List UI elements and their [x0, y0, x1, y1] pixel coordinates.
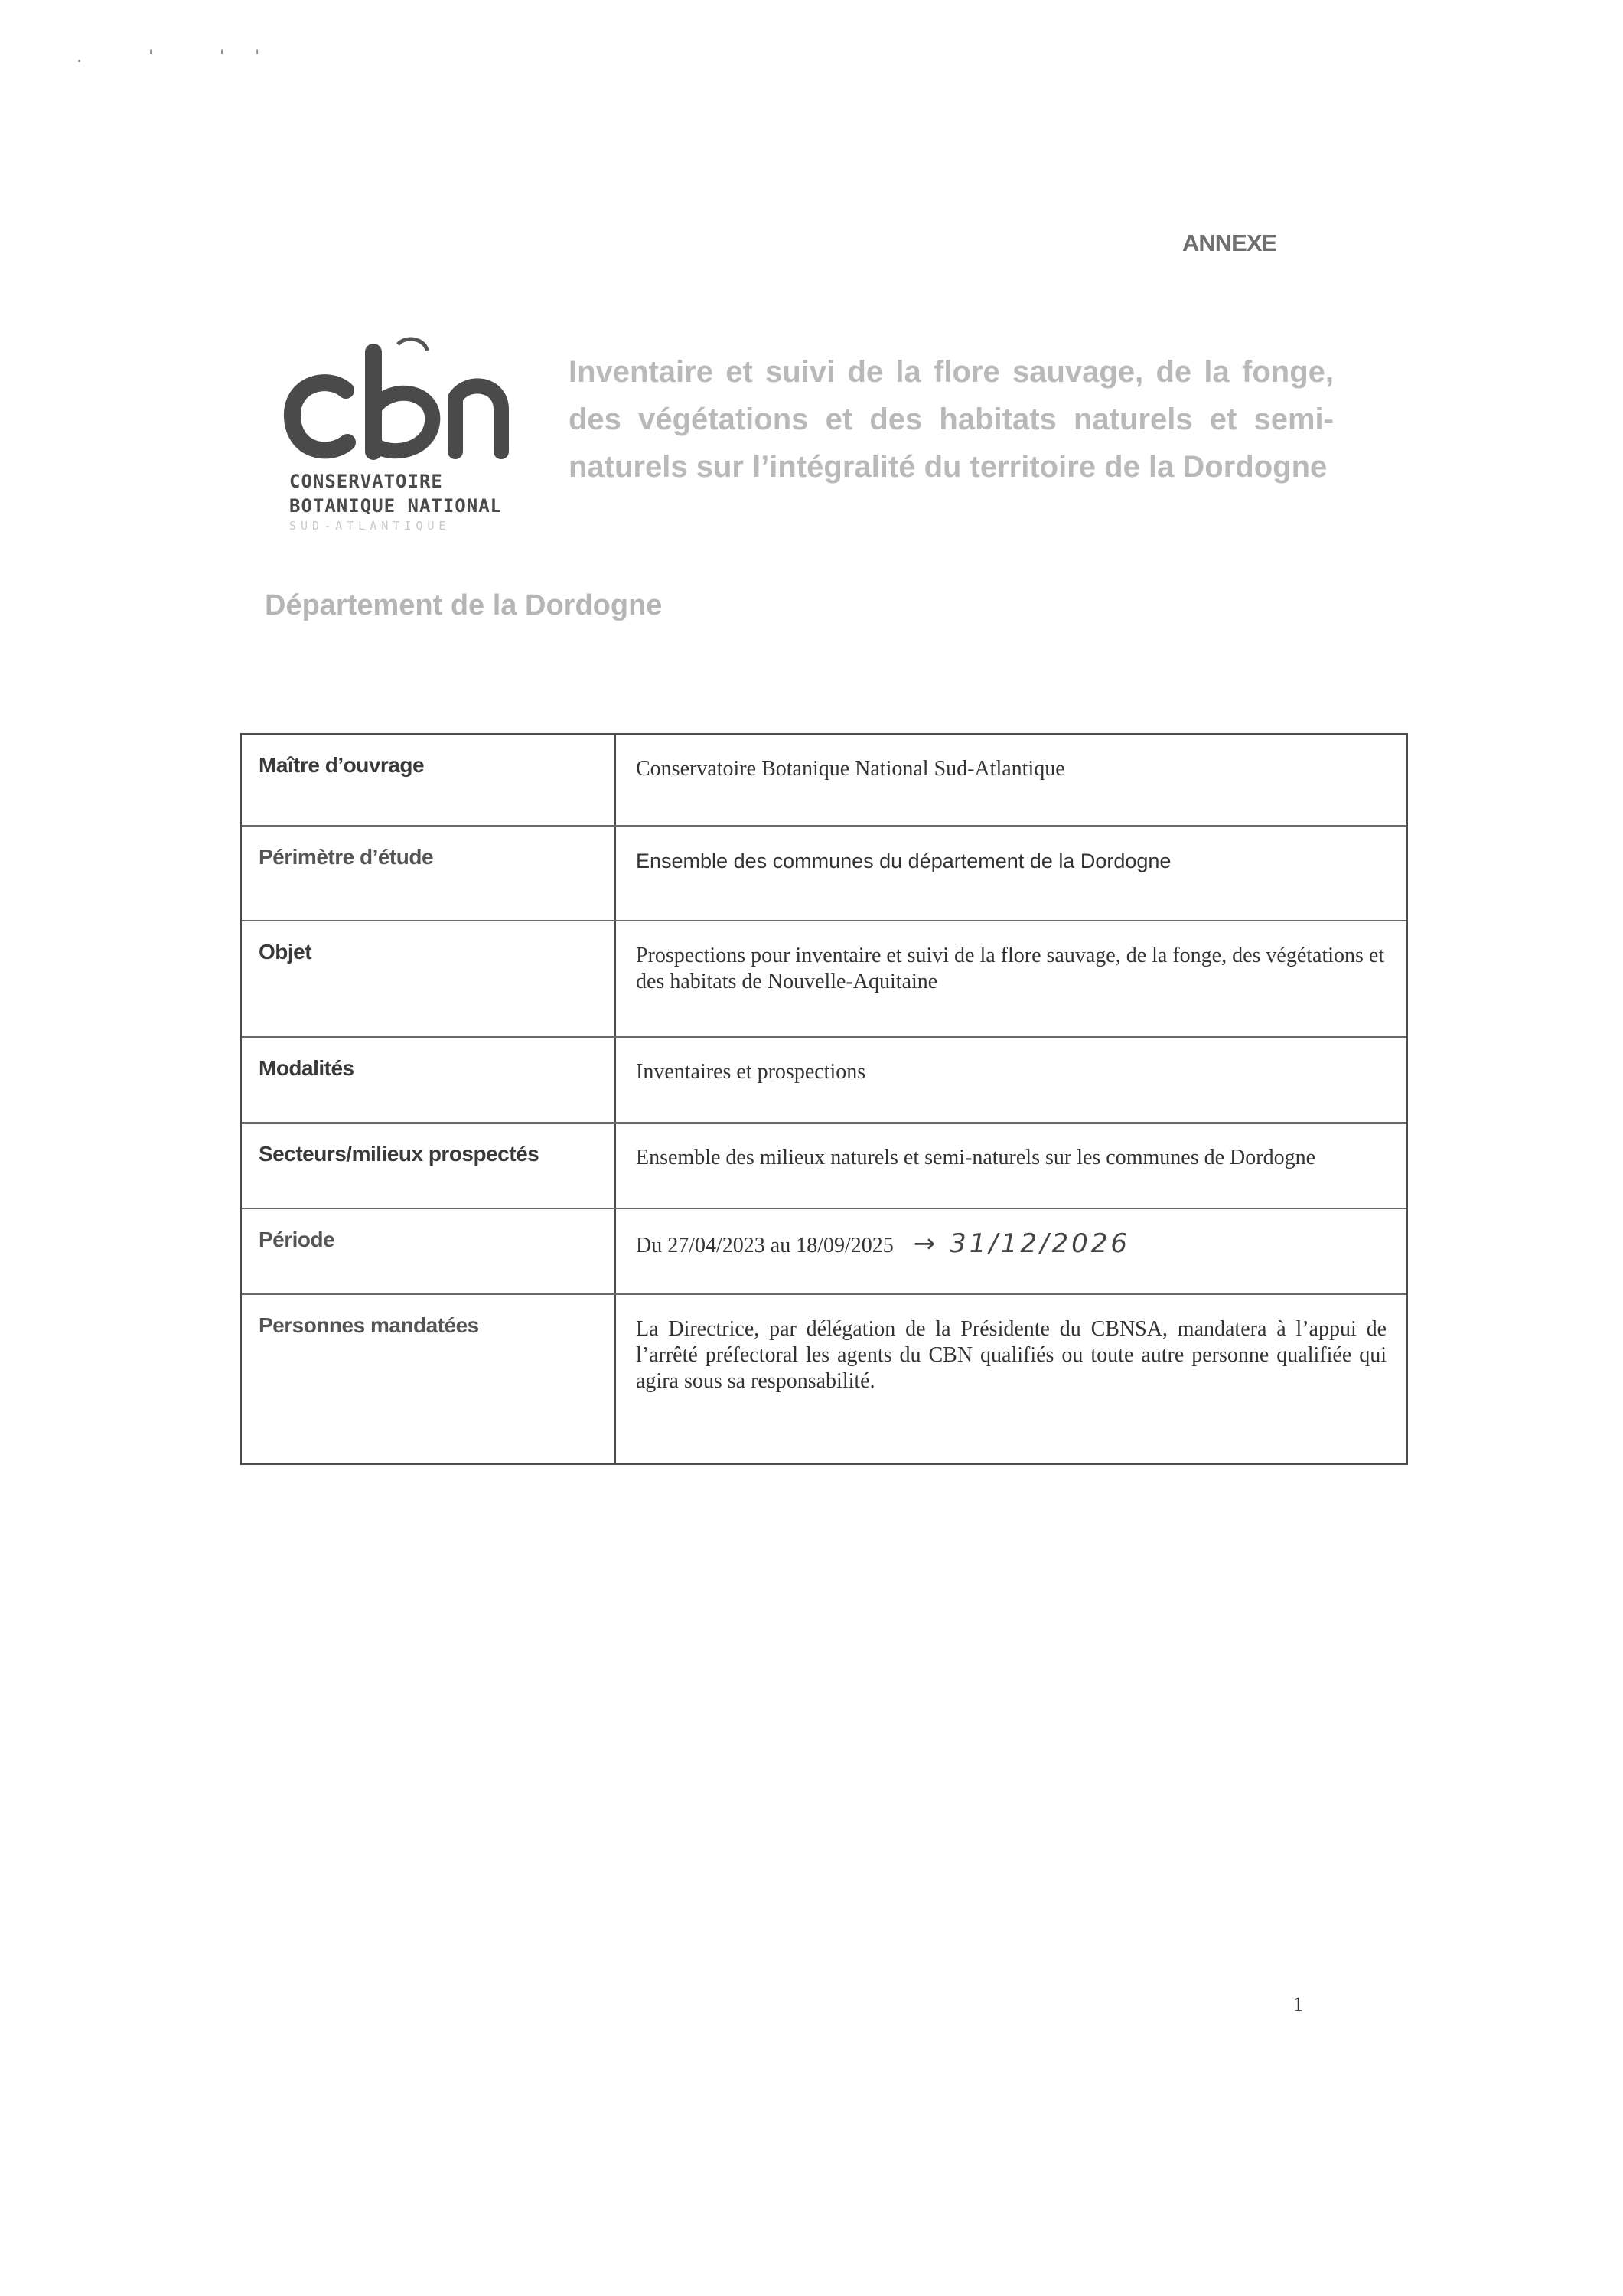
row-value: La Directrice, par délégation de la Présidente du CBNSA, mandatera à l’appui de l’arrêté préfectoral les agents du CBN qualifiés ou toute autre personne qualifiée qui agira sous sa responsabilité. [636, 1317, 1387, 1393]
row-value: Inventaires et prospections [636, 1060, 866, 1084]
cbn-logo [283, 337, 528, 543]
row-label: Modalités [242, 1038, 616, 1122]
table-row [242, 827, 1406, 921]
logo-line-botanique-national: BOTANIQUE NATIONAL [289, 495, 503, 517]
logo-line-conservatoire: CONSERVATOIRE [289, 471, 443, 492]
letter-b-bowl [373, 393, 432, 451]
letter-c-shape [292, 383, 347, 450]
row-label: Personnes mandatées [242, 1295, 616, 1463]
table-row [242, 1038, 1406, 1124]
cbn-wordmark-graphic [283, 337, 528, 467]
row-label: Maître d’ouvrage [242, 735, 616, 825]
row-label: Périmètre d’étude [242, 827, 616, 920]
info-table [240, 733, 1408, 1465]
scan-marks: . ' '' [77, 47, 291, 67]
period-dates: Du 27/04/2023 au 18/09/2025 [636, 1234, 894, 1257]
handwritten-extension-date: → 31/12/2026 [913, 1228, 1131, 1259]
document-title: Inventaire et suivi de la flore sauvage, de la fonge, des végétations et des habitats naturels et semi-naturels sur l’intégralité du territoire de la Dordogne [569, 355, 1334, 484]
page-number: 1 [1293, 1993, 1303, 2015]
row-label: Objet [242, 921, 616, 1036]
annex-label: ANNEXE [1182, 230, 1277, 256]
row-value: Conservatoire Botanique National Sud-Atlantique [636, 757, 1065, 781]
table-row [242, 1295, 1406, 1463]
table-row [242, 1124, 1406, 1209]
row-value [616, 1209, 1406, 1293]
letter-n-shape [455, 386, 501, 452]
row-value: Ensemble des communes du département de la Dordogne [636, 850, 1172, 872]
department-heading: Département de la Dordogne [265, 589, 663, 621]
table-row [242, 1209, 1406, 1295]
row-value: Ensemble des milieux naturels et semi-naturels sur les communes de Dordogne [636, 1146, 1316, 1169]
row-value: Prospections pour inventaire et suivi de la flore sauvage, de la fonge, des végétations et des habitats de Nouvelle-Aquitaine [636, 944, 1385, 993]
logo-line-sud-atlantique: SUD-ATLANTIQUE [289, 519, 451, 533]
leaf-icon [398, 339, 427, 351]
table-row [242, 921, 1406, 1038]
row-label: Secteurs/milieux prospectés [242, 1124, 616, 1208]
row-label: Période [242, 1209, 616, 1293]
table-row [242, 735, 1406, 827]
